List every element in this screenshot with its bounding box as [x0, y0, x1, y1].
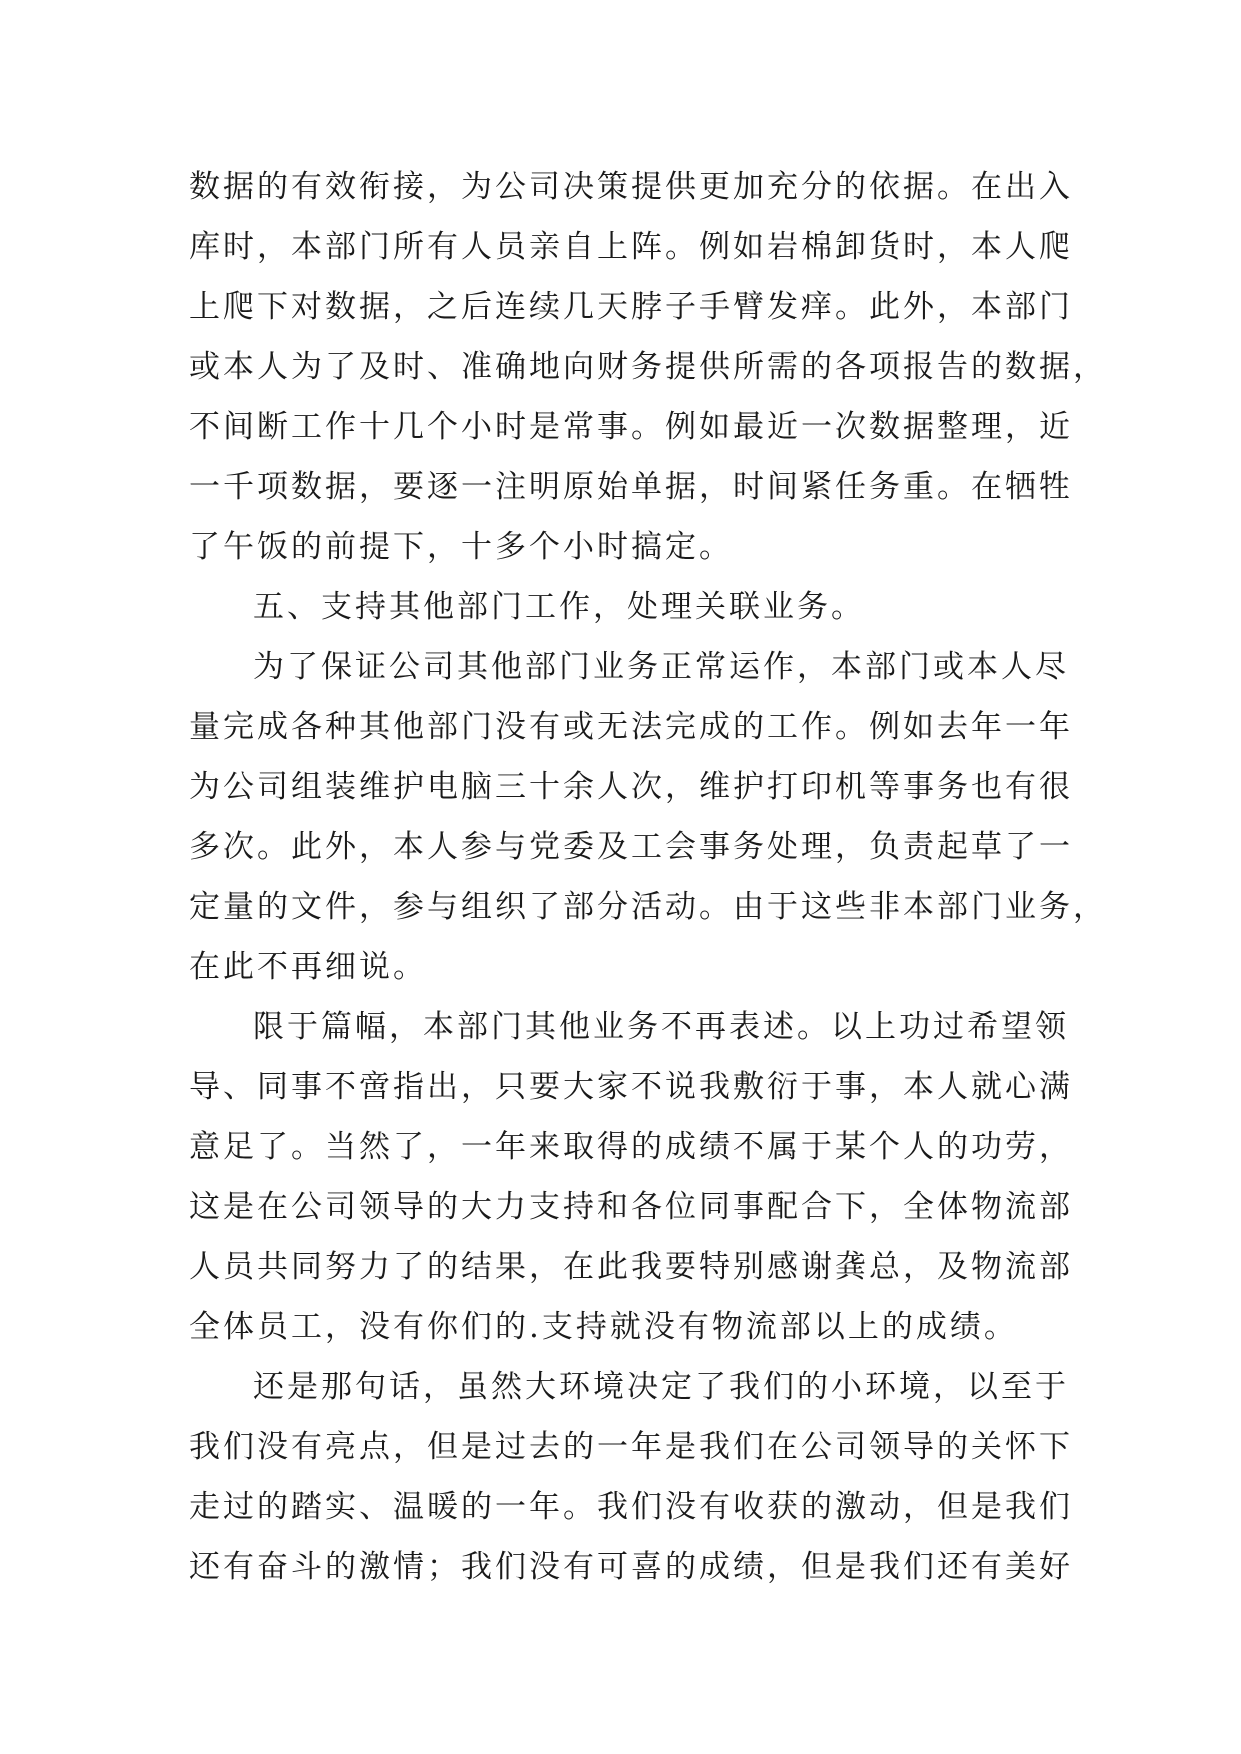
text-line: 或本人为了及时、准确地向财务提供所需的各项报告的数据，	[189, 349, 1107, 385]
document-body	[189, 157, 1107, 1597]
paragraph-start-line: 限于篇幅，本部门其他业务不再表述。以上功过希望领	[253, 1009, 1069, 1045]
text-line: 这是在公司领导的大力支持和各位同事配合下，全体物流部	[189, 1189, 1073, 1225]
text-line: 我们没有亮点，但是过去的一年是我们在公司领导的关怀下	[189, 1429, 1073, 1465]
text-line: 库时，本部门所有人员亲自上阵。例如岩棉卸货时，本人爬	[189, 229, 1073, 265]
text-line: 意足了。当然了，一年来取得的成绩不属于某个人的功劳，	[189, 1129, 1073, 1165]
text-line: 定量的文件，参与组织了部分活动。由于这些非本部门业务，	[189, 889, 1107, 925]
text-line: 人员共同努力了的结果，在此我要特别感谢龚总，及物流部	[189, 1249, 1073, 1285]
text-line: 量完成各种其他部门没有或无法完成的工作。例如去年一年	[189, 709, 1073, 745]
text-line: 在此不再细说。	[189, 949, 427, 985]
text-line: 走过的踏实、温暖的一年。我们没有收获的激动，但是我们	[189, 1489, 1073, 1525]
text-line: 不间断工作十几个小时是常事。例如最近一次数据整理，近	[189, 409, 1073, 445]
text-line: 上爬下对数据，之后连续几天脖子手臂发痒。此外，本部门	[189, 289, 1073, 325]
text-line: 导、同事不啻指出，只要大家不说我敷衍于事，本人就心满	[189, 1069, 1073, 1105]
paragraph-start-line: 为了保证公司其他部门业务正常运作，本部门或本人尽	[253, 649, 1069, 685]
text-line: 全体员工，没有你们的.支持就没有物流部以上的成绩。	[189, 1309, 1018, 1345]
text-line: 一千项数据，要逐一注明原始单据，时间紧任务重。在牺牲	[189, 469, 1073, 505]
text-line: 为公司组装维护电脑三十余人次，维护打印机等事务也有很	[189, 769, 1073, 805]
text-line: 了午饭的前提下，十多个小时搞定。	[189, 529, 733, 565]
paragraph-start-line: 还是那句话，虽然大环境决定了我们的小环境，以至于	[253, 1369, 1069, 1405]
section-heading: 五、支持其他部门工作，处理关联业务。	[253, 589, 865, 625]
text-line: 数据的有效衔接，为公司决策提供更加充分的依据。在出入	[189, 169, 1073, 205]
text-line: 多次。此外，本人参与党委及工会事务处理，负责起草了一	[189, 829, 1073, 865]
text-line: 还有奋斗的激情；我们没有可喜的成绩，但是我们还有美好	[189, 1549, 1073, 1585]
